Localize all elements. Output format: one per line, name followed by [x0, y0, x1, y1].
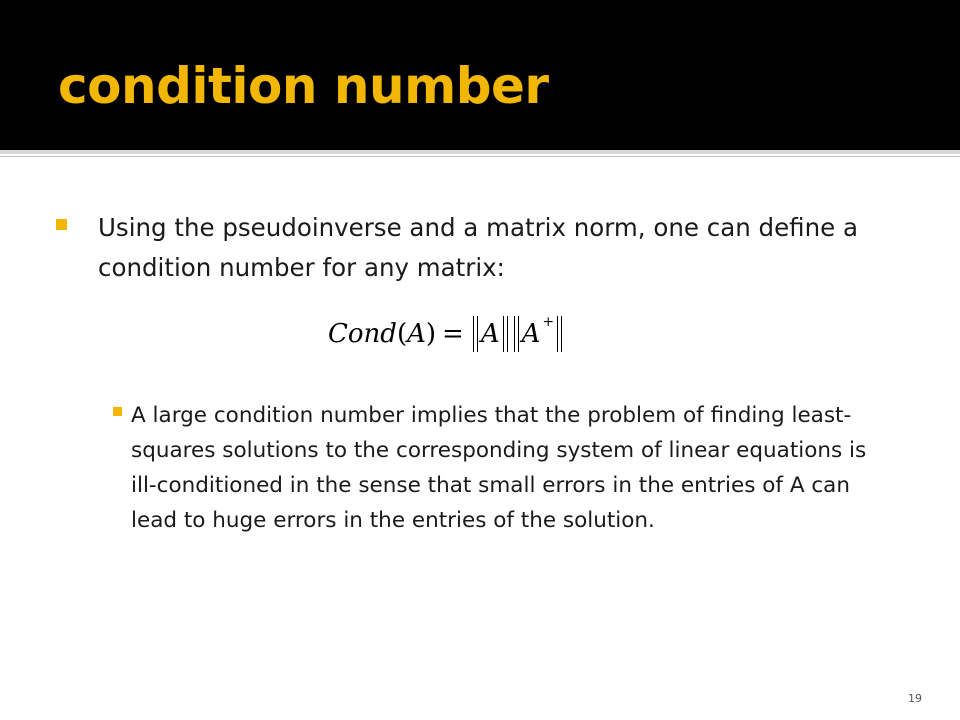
formula-norm-arg-2: A [521, 319, 541, 349]
title-divider [0, 150, 960, 154]
formula-pseudoinverse-superscript: + [542, 314, 555, 330]
condition-number-formula [328, 312, 565, 356]
formula-close-paren: ) [425, 319, 437, 349]
bullet-item [56, 208, 896, 288]
square-bullet-icon [113, 407, 122, 416]
norm-bar-right-1 [503, 316, 508, 352]
formula-equals: = [442, 319, 464, 349]
sub-bullet-item [113, 398, 893, 538]
slide-title: condition number [58, 57, 549, 115]
norm-bar-left-1 [473, 316, 478, 352]
formula-cond: Cond [328, 319, 397, 349]
title-divider-thin [0, 156, 960, 157]
formula-open-paren: ( [396, 319, 408, 349]
formula-lhs-arg: A [407, 319, 426, 349]
norm-bar-right-2 [557, 316, 562, 352]
formula-norm-arg-1: A [480, 319, 500, 349]
square-bullet-icon [56, 219, 67, 230]
page-number: 19 [908, 692, 922, 705]
sub-bullet-text: A large condition number implies that the problem of finding least-squares solutions to the corresponding system of linear equations is ill-conditioned in the sense that small errors in the entries of A can lead to huge errors in the entries of the solution. [131, 403, 867, 533]
norm-bar-left-2 [514, 316, 519, 352]
bullet-text: Using the pseudoinverse and a matrix norm, one can define a condition number for any matrix: [98, 213, 859, 282]
